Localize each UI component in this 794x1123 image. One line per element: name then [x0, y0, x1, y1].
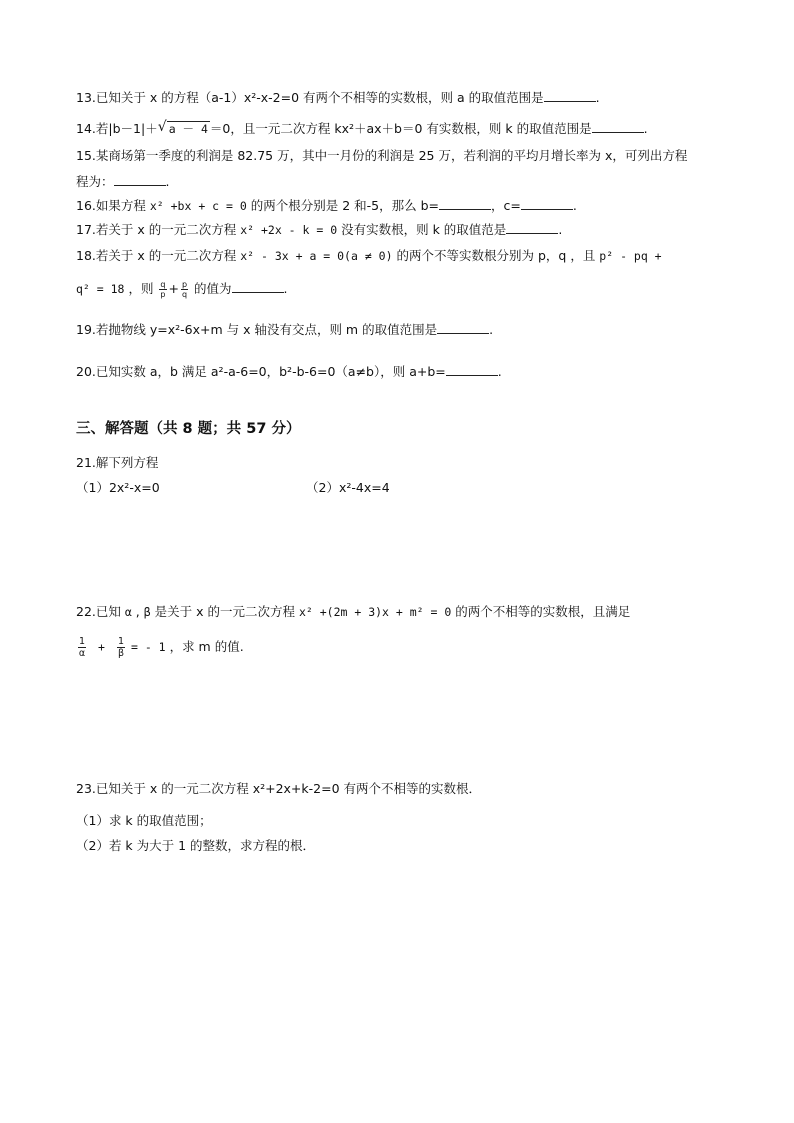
question-17-text-2: 没有实数根，则 k 的取值范是 — [337, 222, 507, 237]
question-22-text-4: ，求 m 的值. — [165, 639, 244, 654]
question-13-text: 13.已知关于 x 的方程（a-1）x²-x-2=0 有两个不相等的实数根，则 a 的取值范围是 — [76, 90, 544, 105]
question-23: 23.已知关于 x 的一元二次方程 x²+2x+k-2=0 有两个不相等的实数根． — [76, 781, 482, 796]
question-18-text-4: 的值为 — [190, 281, 232, 296]
question-17 — [76, 222, 562, 238]
fraction-q-over-p — [159, 280, 166, 299]
question-21-part-1: （1）2x²-x=0 — [76, 480, 160, 495]
period: . — [595, 90, 600, 105]
period: . — [572, 198, 577, 213]
numerator: p — [181, 280, 188, 289]
question-16-text-3: ，c= — [491, 198, 521, 213]
answer-blank[interactable] — [232, 281, 284, 293]
question-14 — [76, 121, 648, 137]
period: . — [558, 222, 563, 237]
question-15-text-2: 程为： — [76, 174, 114, 189]
question-23-part-1: （1）求 k 的取值范围； — [76, 813, 212, 828]
question-18-text: 18.若关于 x 的一元二次方程 — [76, 248, 241, 263]
question-19 — [76, 322, 493, 338]
question-20 — [76, 364, 502, 380]
question-14-text-2: ＝0，且一元二次方程 kx²＋ax＋b＝0 有实数根，则 k 的取值范围是 — [209, 121, 592, 136]
section-3-heading: 三、解答题（共 8 题；共 57 分） — [76, 421, 301, 437]
equation: x² +2x - k = 0 — [240, 223, 338, 237]
equation: x² +bx + c = 0 — [149, 199, 247, 213]
question-16-text: 16.如果方程 — [76, 198, 150, 213]
denominator: β — [117, 648, 125, 659]
numerator: 1 — [117, 636, 124, 647]
question-22-line2 — [76, 636, 244, 659]
question-18-line2 — [76, 280, 288, 299]
question-16-text-2: 的两个根分别是 2 和-5，那么 b= — [246, 198, 440, 213]
question-15-text: 15.某商场第一季度的利润是 82.75 万，其中一月份的利润是 25 万，若利润的平均月增长率为 x，可列出方程 — [76, 148, 688, 163]
question-18-text-2: 的两个不等实数根分别为 p，q ，且 — [392, 248, 600, 263]
answer-blank-b[interactable] — [439, 198, 491, 210]
comma: , — [131, 604, 144, 619]
answer-blank[interactable] — [592, 121, 644, 133]
equation-2: p² - pq + — [599, 249, 662, 263]
question-15-line2 — [76, 174, 170, 190]
beta-symbol: β — [143, 605, 151, 619]
numerator: 1 — [79, 636, 86, 647]
alpha-symbol: α — [124, 605, 132, 619]
answer-blank[interactable] — [544, 90, 596, 102]
answer-blank[interactable] — [446, 364, 498, 376]
answer-blank[interactable] — [506, 222, 558, 234]
period: . — [643, 121, 648, 136]
plus-sign: + — [168, 281, 179, 296]
question-16 — [76, 198, 577, 214]
denominator: α — [78, 648, 86, 659]
question-22-text-3: 的两个不相等的实数根，且满足 — [451, 604, 631, 619]
period: . — [283, 281, 288, 296]
question-13 — [76, 90, 600, 106]
question-18-text-3: ，则 — [124, 281, 158, 296]
period: . — [497, 364, 502, 379]
question-18-line1 — [76, 248, 662, 264]
equation: x² - 3x + a = 0(a ≠ 0) — [240, 249, 393, 263]
fraction-1-over-alpha — [78, 636, 86, 659]
fraction-p-over-q — [181, 280, 188, 299]
question-21-title: 21.解下列方程 — [76, 455, 159, 470]
question-20-text: 20.已知实数 a，b 满足 a²-a-6=0，b²-b-6=0（a≠b），则 a+b= — [76, 364, 446, 379]
question-22-text-2: 是关于 x 的一元二次方程 — [150, 604, 299, 619]
equation: x² +(2m + 3)x + m² = 0 — [298, 605, 452, 619]
denominator: q — [181, 290, 188, 299]
question-14-text: 14.若|b－1|＋ — [76, 121, 158, 136]
equation-rhs: = - 1 — [130, 640, 166, 654]
question-15-line1 — [76, 148, 687, 164]
answer-blank[interactable] — [437, 322, 489, 334]
period: . — [489, 322, 494, 337]
question-22-text: 22.已知 — [76, 604, 125, 619]
answer-blank[interactable] — [114, 174, 166, 186]
plus-sign: + — [98, 640, 105, 654]
square-root: √ a － 4 — [157, 119, 208, 136]
period: . — [165, 174, 170, 189]
question-23-part-2: （2）若 k 为大于 1 的整数，求方程的根． — [76, 838, 316, 853]
denominator: p — [160, 290, 166, 299]
radicand: a － 4 — [168, 122, 208, 136]
equation-3: q² = 18 — [76, 282, 125, 296]
question-19-text: 19.若抛物线 y=x²-6x+m 与 x 轴没有交点，则 m 的取值范围是 — [76, 322, 438, 337]
question-17-text: 17.若关于 x 的一元二次方程 — [76, 222, 241, 237]
numerator: q — [160, 280, 166, 289]
question-22-line1 — [76, 604, 630, 620]
question-21-part-2: （2）x²-4x=4 — [306, 480, 390, 495]
fraction-1-over-beta — [117, 636, 125, 659]
answer-blank-c[interactable] — [521, 198, 573, 210]
